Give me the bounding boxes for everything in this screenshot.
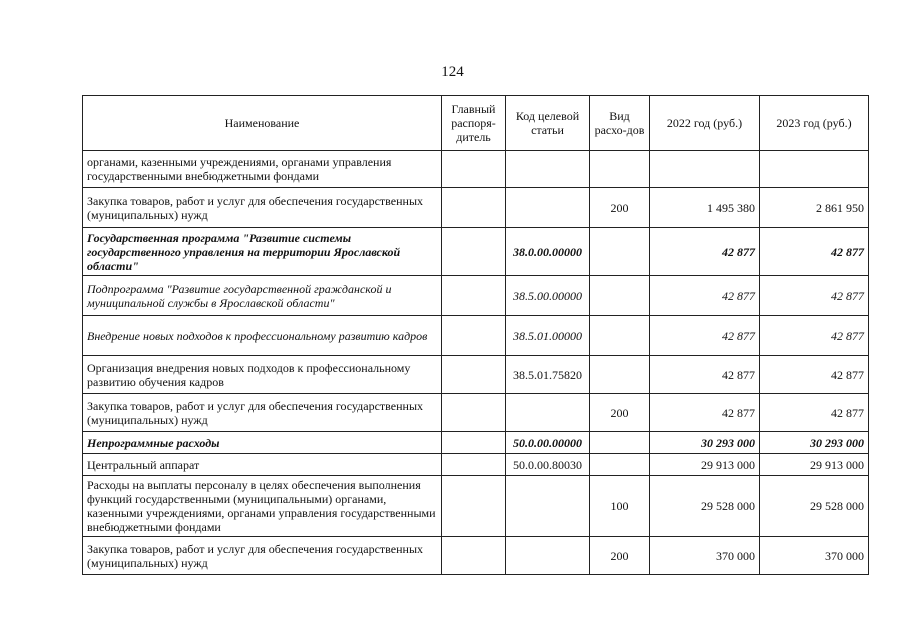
row-name: Организация внедрения новых подходов к профессиональному развитию обучения кадров [83, 356, 442, 394]
row-2022: 42 877 [650, 394, 760, 432]
col-header-type: Вид расхо-дов [590, 96, 650, 151]
table-row [83, 454, 869, 476]
row-name: органами, казенными учреждениями, органами управления государственными внебюджетными фондами [83, 151, 442, 188]
table-row [83, 356, 869, 394]
table-row [83, 476, 869, 537]
row-manager [442, 476, 506, 537]
row-code [506, 394, 590, 432]
row-code [506, 151, 590, 188]
row-type: 200 [590, 537, 650, 575]
row-2023: 2 861 950 [760, 188, 869, 228]
row-name: Внедрение новых подходов к профессиональному развитию кадров [83, 316, 442, 356]
row-2023: 42 877 [760, 316, 869, 356]
row-code [506, 476, 590, 537]
row-2022: 42 877 [650, 356, 760, 394]
row-type: 100 [590, 476, 650, 537]
row-2023: 370 000 [760, 537, 869, 575]
row-2022: 42 877 [650, 276, 760, 316]
row-code: 50.0.00.00000 [506, 432, 590, 454]
row-manager [442, 356, 506, 394]
table-row [83, 276, 869, 316]
table-row [83, 316, 869, 356]
row-2022: 29 913 000 [650, 454, 760, 476]
row-name: Закупка товаров, работ и услуг для обеспечения государственных (муниципальных) нужд [83, 394, 442, 432]
row-name: Расходы на выплаты персоналу в целях обеспечения выполнения функций государственными (муниципальными) органами, казенными учреждениями, органами управления государственными внебюджетными фондами [83, 476, 442, 537]
row-manager [442, 276, 506, 316]
budget-table [82, 95, 869, 575]
row-2022: 29 528 000 [650, 476, 760, 537]
col-header-2022: 2022 год (руб.) [650, 96, 760, 151]
table-header-row [83, 96, 869, 151]
row-2022: 370 000 [650, 537, 760, 575]
row-code: 38.0.00.00000 [506, 228, 590, 276]
row-2023: 42 877 [760, 356, 869, 394]
row-name: Центральный аппарат [83, 454, 442, 476]
row-manager [442, 188, 506, 228]
col-header-name: Наименование [83, 96, 442, 151]
row-2023: 42 877 [760, 394, 869, 432]
row-manager [442, 537, 506, 575]
row-type [590, 276, 650, 316]
row-type [590, 228, 650, 276]
row-manager [442, 454, 506, 476]
row-type [590, 454, 650, 476]
table-row [83, 188, 869, 228]
row-2023 [760, 151, 869, 188]
col-header-2023: 2023 год (руб.) [760, 96, 869, 151]
col-header-manager: Главный распоря-дитель [442, 96, 506, 151]
row-manager [442, 228, 506, 276]
row-code: 38.5.01.00000 [506, 316, 590, 356]
row-manager [442, 432, 506, 454]
page-number: 124 [441, 64, 464, 80]
row-name: Государственная программа "Развитие системы государственного управления на территории Ярославской области" [83, 228, 442, 276]
table-row [83, 432, 869, 454]
row-type [590, 356, 650, 394]
row-2022: 1 495 380 [650, 188, 760, 228]
row-code [506, 537, 590, 575]
row-2023: 29 528 000 [760, 476, 869, 537]
row-type [590, 151, 650, 188]
row-2022 [650, 151, 760, 188]
col-header-code: Код целевой статьи [506, 96, 590, 151]
table-row [83, 151, 869, 188]
row-2023: 30 293 000 [760, 432, 869, 454]
table-row [83, 394, 869, 432]
row-2023: 29 913 000 [760, 454, 869, 476]
row-manager [442, 316, 506, 356]
row-2023: 42 877 [760, 228, 869, 276]
row-type [590, 432, 650, 454]
row-type: 200 [590, 394, 650, 432]
table-row [83, 228, 869, 276]
row-code [506, 188, 590, 228]
row-2022: 30 293 000 [650, 432, 760, 454]
row-2022: 42 877 [650, 316, 760, 356]
row-name: Непрограммные расходы [83, 432, 442, 454]
row-2023: 42 877 [760, 276, 869, 316]
row-name: Закупка товаров, работ и услуг для обеспечения государственных (муниципальных) нужд [83, 188, 442, 228]
row-code: 38.5.01.75820 [506, 356, 590, 394]
row-code: 50.0.00.80030 [506, 454, 590, 476]
row-name: Подпрограмма "Развитие государственной гражданской и муниципальной службы в Ярославской области" [83, 276, 442, 316]
row-type: 200 [590, 188, 650, 228]
row-name: Закупка товаров, работ и услуг для обеспечения государственных (муниципальных) нужд [83, 537, 442, 575]
table-row [83, 537, 869, 575]
row-manager [442, 394, 506, 432]
row-code: 38.5.00.00000 [506, 276, 590, 316]
row-manager [442, 151, 506, 188]
row-type [590, 316, 650, 356]
row-2022: 42 877 [650, 228, 760, 276]
